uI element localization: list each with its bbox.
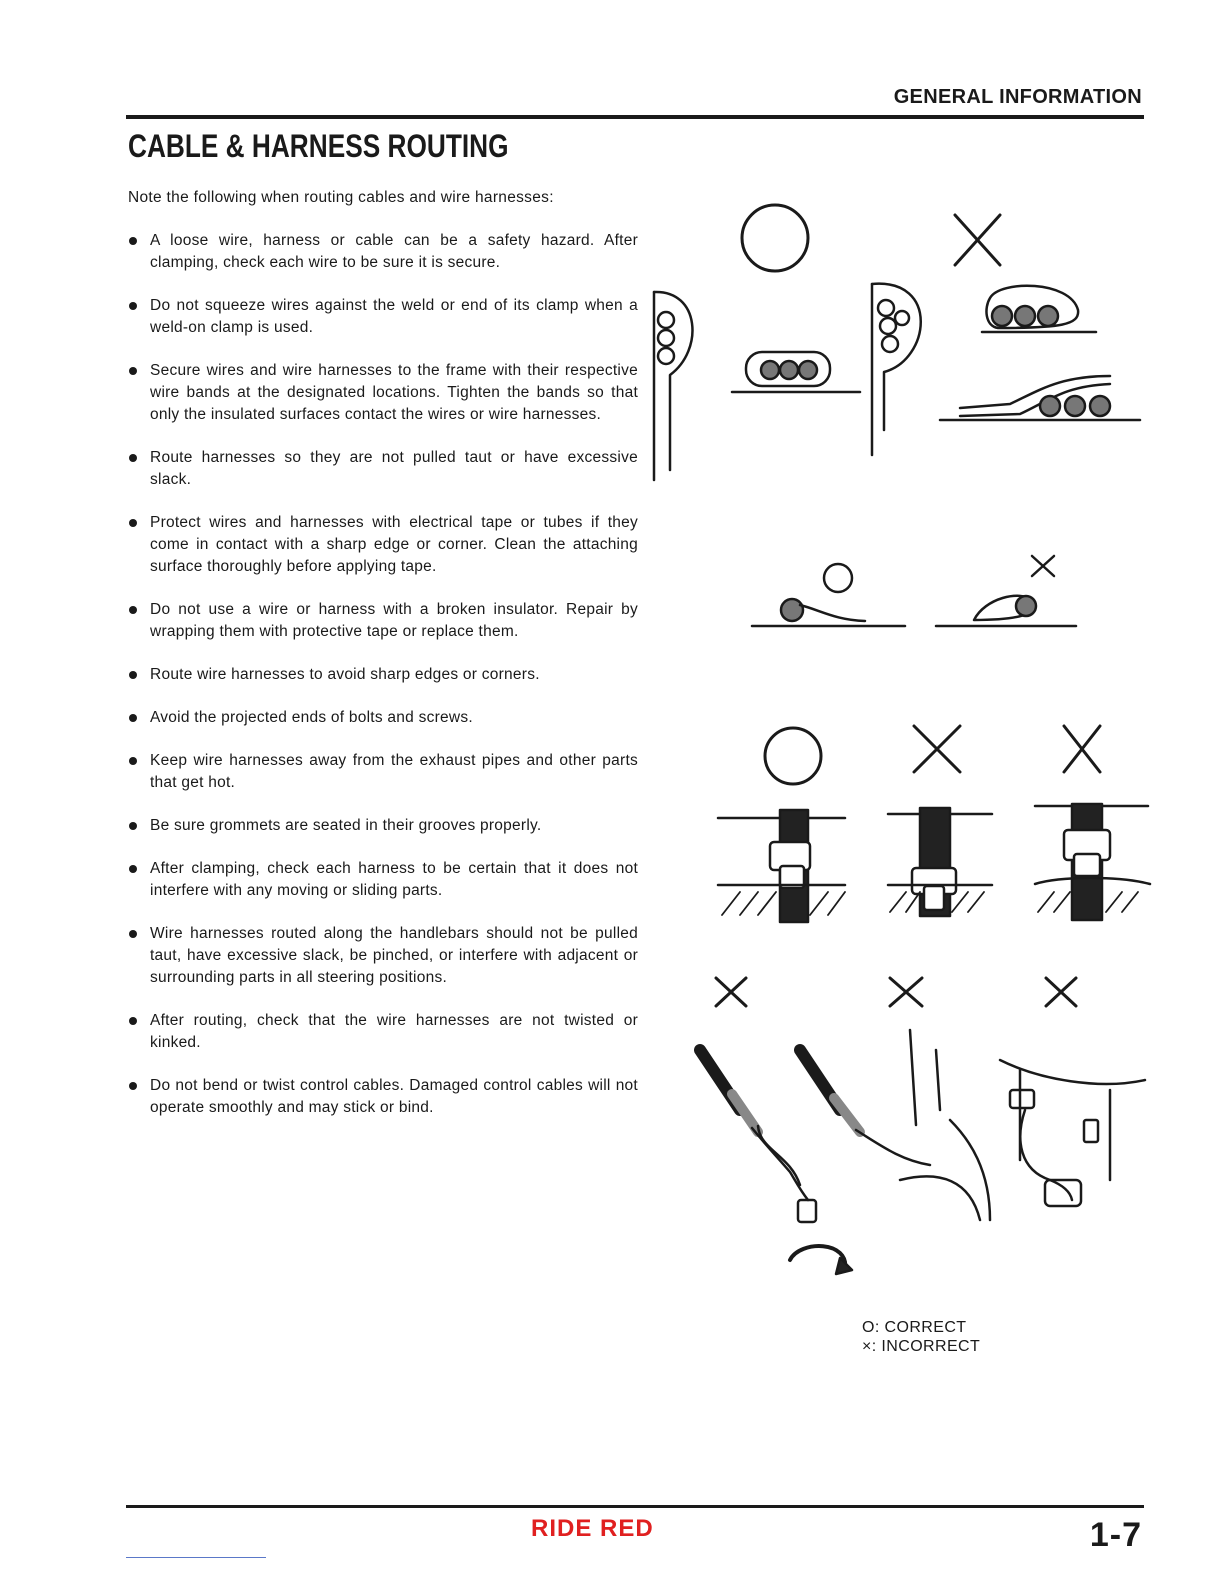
list-item xyxy=(128,295,638,339)
kinked-harness-icon xyxy=(1000,1060,1145,1206)
wire-band-icon xyxy=(888,808,992,916)
wire-band-figure xyxy=(718,726,1150,922)
bullet-icon xyxy=(129,757,137,765)
list-item xyxy=(128,923,638,989)
incorrect-mark-icon xyxy=(1046,978,1076,1006)
page-title: CABLE & HARNESS ROUTING xyxy=(128,128,509,164)
note-text: Route harnesses so they are not pulled taut or have excessive slack. xyxy=(150,449,638,488)
pinched-cable-icon xyxy=(800,1030,990,1220)
bullet-icon xyxy=(129,606,137,614)
tape-figure xyxy=(752,556,1076,626)
bullet-icon xyxy=(129,714,137,722)
list-item xyxy=(128,599,638,643)
note-text: A loose wire, harness or cable can be a safety hazard. After clamping, check each wire to be sure it is secure. xyxy=(150,232,638,271)
incorrect-mark-icon xyxy=(955,215,1000,265)
note-text: Avoid the projected ends of bolts and screws. xyxy=(150,709,473,726)
note-text: After routing, check that the wire harnesses are not twisted or kinked. xyxy=(150,1012,638,1051)
list-item xyxy=(128,1075,638,1119)
incorrect-mark-icon xyxy=(1064,726,1100,772)
list-item xyxy=(128,664,638,686)
list-item xyxy=(128,360,638,426)
note-text: Do not bend or twist control cables. Damaged control cables will not operate smoothly and may stick or bind. xyxy=(150,1077,638,1116)
taped-wire-incorrect-icon xyxy=(936,596,1076,626)
legend-correct: O: CORRECT xyxy=(862,1319,967,1336)
bullet-icon xyxy=(129,1017,137,1025)
note-text: Do not squeeze wires against the weld or end of its clamp when a weld-on clamp is used. xyxy=(150,297,638,336)
incorrect-mark-icon xyxy=(890,978,922,1006)
list-item xyxy=(128,512,638,578)
list-item xyxy=(128,815,638,837)
incorrect-mark-icon xyxy=(1032,556,1054,576)
list-item xyxy=(128,707,638,729)
bullet-icon xyxy=(129,367,137,375)
note-text: Do not use a wire or harness with a broken insulator. Repair by wrapping them with protective tape or replace them. xyxy=(150,601,638,640)
weld-clamp-vertical-icon xyxy=(872,284,921,455)
note-text: Be sure grommets are seated in their grooves properly. xyxy=(150,817,542,834)
note-text: Wire harnesses routed along the handlebars should not be pulled taut, have excessive slack, be pinched, or interfere with adjacent or surrounding parts in all steering positions. xyxy=(150,925,638,986)
list-item xyxy=(128,750,638,794)
legend xyxy=(862,1318,980,1356)
weld-clamp-horizontal-icon xyxy=(732,352,860,392)
bullet-icon xyxy=(129,237,137,245)
legend-incorrect: ×: INCORRECT xyxy=(862,1338,981,1355)
brand-logo: RIDE RED xyxy=(531,1515,654,1542)
page-number: 1-7 xyxy=(1089,1516,1142,1554)
bullet-icon xyxy=(129,865,137,873)
bullet-icon xyxy=(129,930,137,938)
incorrect-mark-icon xyxy=(716,978,746,1006)
correct-mark-icon xyxy=(742,205,808,271)
note-text: Keep wire harnesses away from the exhaust pipes and other parts that get hot. xyxy=(150,752,638,791)
list-item xyxy=(128,1010,638,1054)
weld-clamp-slope-icon xyxy=(940,376,1140,420)
footer-link-underline xyxy=(126,1557,266,1558)
weld-clamp-figure xyxy=(654,205,1140,480)
incorrect-mark-icon xyxy=(914,726,960,772)
bullet-icon xyxy=(129,1082,137,1090)
control-cable-figure xyxy=(700,978,1145,1274)
taped-wire-correct-icon xyxy=(752,599,905,626)
intro-text: Note the following when routing cables and wire harnesses: xyxy=(128,189,554,206)
routing-notes-list xyxy=(128,230,638,1140)
bullet-icon xyxy=(129,302,137,310)
list-item xyxy=(128,447,638,491)
section-header: GENERAL INFORMATION xyxy=(893,86,1142,108)
bullet-icon xyxy=(129,671,137,679)
bullet-icon xyxy=(129,822,137,830)
routing-illustrations xyxy=(640,180,1160,1300)
note-text: Protect wires and harnesses with electrical tape or tubes if they come in contact with a sharp edge or corner. Clean the attaching surface thoroughly before applying tape. xyxy=(150,514,638,575)
bullet-icon xyxy=(129,454,137,462)
weld-clamp-pinched-icon xyxy=(982,286,1096,332)
note-text: Secure wires and wire harnesses to the frame with their respective wire bands at the designated locations. Tighten the bands so that only the insulated surfaces contact the wires or wire harnesses. xyxy=(150,362,638,423)
bullet-icon xyxy=(129,519,137,527)
list-item xyxy=(128,858,638,902)
correct-mark-icon xyxy=(765,728,821,784)
bottom-rule xyxy=(126,1505,1144,1508)
list-item xyxy=(128,230,638,274)
wire-band-icon xyxy=(1035,804,1150,920)
correct-mark-icon xyxy=(824,564,852,592)
top-rule xyxy=(126,115,1144,119)
note-text: After clamping, check each harness to be certain that it does not interfere with any moving or sliding parts. xyxy=(150,860,638,899)
note-text: Route wire harnesses to avoid sharp edges or corners. xyxy=(150,666,540,683)
weld-clamp-vertical-icon xyxy=(654,292,692,480)
wire-band-icon xyxy=(718,810,845,922)
